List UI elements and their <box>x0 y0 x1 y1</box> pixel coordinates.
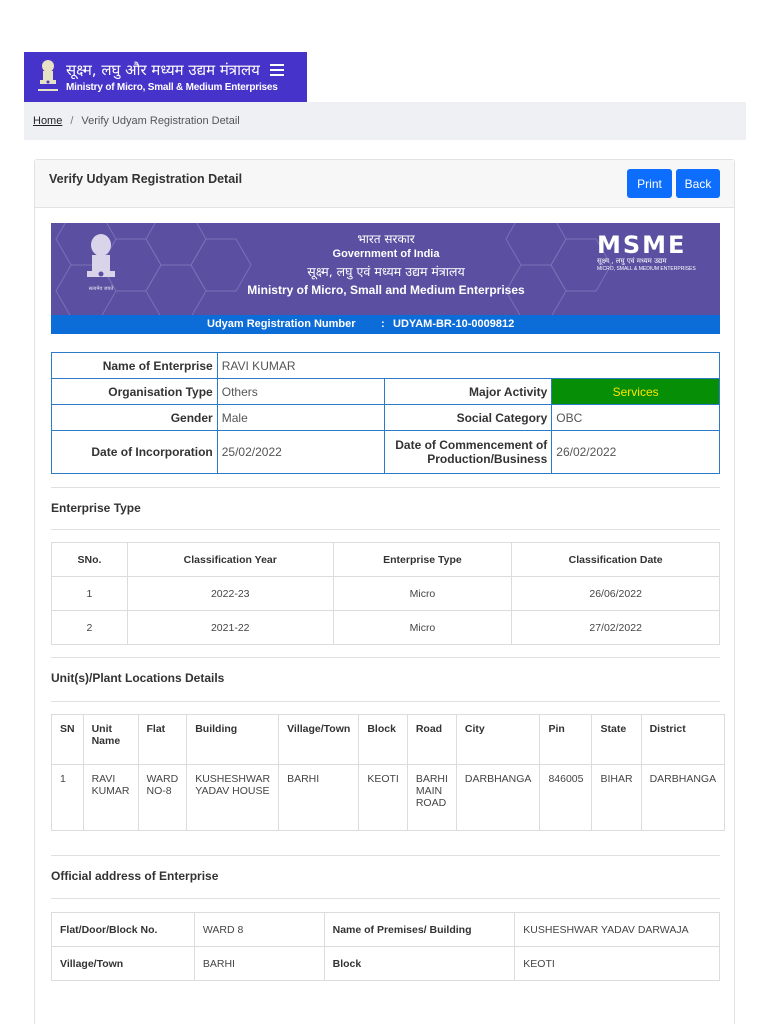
menu-icon[interactable] <box>270 61 284 79</box>
column-header: SN <box>52 715 84 765</box>
field-value: WARD 8 <box>194 913 324 947</box>
ministry-title-english: Ministry of Micro, Small & Medium Enterprises <box>66 82 278 93</box>
address-title: Official address of Enterprise <box>51 869 219 883</box>
field-value: KEOTI <box>515 947 720 981</box>
divider <box>51 529 720 530</box>
name-label: Name of Enterprise <box>52 353 218 379</box>
table-cell: 2 <box>52 611 128 645</box>
org-type-label: Organisation Type <box>52 379 218 405</box>
column-header: Enterprise Type <box>333 543 512 577</box>
table-cell: WARD NO-8 <box>138 765 187 831</box>
table-cell: 2022-23 <box>127 577 333 611</box>
back-button[interactable]: Back <box>676 169 720 198</box>
column-header: SNo. <box>52 543 128 577</box>
column-header: Road <box>407 715 456 765</box>
banner-line-hindi-govt: भारत सरकार <box>357 232 415 246</box>
national-emblem-icon <box>36 56 60 98</box>
enterprise-details-table <box>51 352 720 474</box>
table-row <box>52 611 720 645</box>
breadcrumb <box>24 102 746 140</box>
table-cell: 846005 <box>540 765 592 831</box>
units-table <box>51 714 725 831</box>
field-label: Flat/Door/Block No. <box>52 913 195 947</box>
card-title: Verify Udyam Registration Detail <box>49 172 243 186</box>
banner-emblem-icon <box>81 233 121 295</box>
column-header: Classification Date <box>512 543 720 577</box>
commencement-date-label: Date of Commencement of Production/Business <box>385 431 552 474</box>
column-header: Building <box>187 715 279 765</box>
column-header: District <box>641 715 725 765</box>
card-header <box>35 160 734 208</box>
msme-logo-sub-english: MICRO, SMALL & MEDIUM ENTERPRISES <box>597 266 696 272</box>
major-activity-label: Major Activity <box>385 379 552 405</box>
field-label: Name of Premises/ Building <box>324 913 515 947</box>
table-cell: DARBHANGA <box>641 765 725 831</box>
ministry-header <box>24 52 307 102</box>
social-category-label: Social Category <box>385 405 552 431</box>
udyam-number-value: UDYAM-BR-10-0009812 <box>393 318 515 330</box>
banner-line-ministry: Ministry of Micro, Small and Medium Enterprises <box>247 283 525 297</box>
divider <box>51 898 720 899</box>
field-value: KUSHESHWAR YADAV DARWAJA <box>515 913 720 947</box>
table-cell: RAVI KUMAR <box>83 765 138 831</box>
column-header: City <box>456 715 540 765</box>
print-button[interactable]: Print <box>627 169 672 198</box>
udyam-number-colon: : <box>381 318 385 330</box>
units-title: Unit(s)/Plant Locations Details <box>51 671 225 685</box>
banner-emblem-caption: सत्यमेव जयते <box>88 286 114 292</box>
gender-label: Gender <box>52 405 218 431</box>
address-table <box>51 912 720 981</box>
table-cell: Micro <box>333 577 512 611</box>
org-type-value: Others <box>217 379 385 405</box>
name-value: RAVI KUMAR <box>217 353 719 379</box>
table-row <box>52 947 720 981</box>
breadcrumb-current: Verify Udyam Registration Detail <box>81 115 240 127</box>
table-cell: KEOTI <box>359 765 408 831</box>
major-activity-value: Services <box>552 379 720 405</box>
table-cell: Micro <box>333 611 512 645</box>
msme-logo <box>597 233 702 273</box>
banner-line-hindi-ministry: सूक्ष्म, लघु एवं मध्यम उद्यम मंत्रालय <box>307 264 465 279</box>
table-row <box>52 577 720 611</box>
divider <box>51 855 720 856</box>
table-cell: BARHI MAIN ROAD <box>407 765 456 831</box>
field-label: Village/Town <box>52 947 195 981</box>
divider <box>51 487 720 488</box>
table-cell: KUSHESHWAR YADAV HOUSE <box>187 765 279 831</box>
msme-logo-word: MSME <box>597 231 687 259</box>
breadcrumb-separator: / <box>70 115 74 127</box>
gender-value: Male <box>217 405 385 431</box>
udyam-number-label: Udyam Registration Number <box>207 318 356 330</box>
field-value: BARHI <box>194 947 324 981</box>
ministry-title-hindi: सूक्ष्म, लघु और मध्यम उद्यम मंत्रालय <box>66 61 260 79</box>
divider <box>51 657 720 658</box>
msme-logo-sub-hindi: सूक्ष्म , लघु एवं मध्यम उद्यम <box>597 257 667 265</box>
column-header: Flat <box>138 715 187 765</box>
table-cell: DARBHANGA <box>456 765 540 831</box>
table-cell: 1 <box>52 577 128 611</box>
column-header: Village/Town <box>279 715 359 765</box>
divider <box>51 701 720 702</box>
column-header: Classification Year <box>127 543 333 577</box>
table-cell: 1 <box>52 765 84 831</box>
table-cell: 2021-22 <box>127 611 333 645</box>
table-cell: BARHI <box>279 765 359 831</box>
breadcrumb-home-link[interactable]: Home <box>33 115 63 127</box>
incorporation-date-value: 25/02/2022 <box>217 431 385 474</box>
social-category-value: OBC <box>552 405 720 431</box>
incorporation-date-label: Date of Incorporation <box>52 431 218 474</box>
enterprise-type-title: Enterprise Type <box>51 501 141 515</box>
enterprise-type-table <box>51 542 720 645</box>
column-header: Unit Name <box>83 715 138 765</box>
table-cell: BIHAR <box>592 765 641 831</box>
table-cell: 26/06/2022 <box>512 577 720 611</box>
field-label: Block <box>324 947 515 981</box>
commencement-date-value: 26/02/2022 <box>552 431 720 474</box>
column-header: Block <box>359 715 408 765</box>
verify-card <box>34 159 735 1024</box>
udyam-number-bar <box>51 315 720 334</box>
banner-line-govt: Government of India <box>332 248 440 260</box>
table-row <box>52 765 725 831</box>
table-row <box>52 913 720 947</box>
column-header: State <box>592 715 641 765</box>
msme-certificate-banner <box>51 223 720 315</box>
column-header: Pin <box>540 715 592 765</box>
table-cell: 27/02/2022 <box>512 611 720 645</box>
